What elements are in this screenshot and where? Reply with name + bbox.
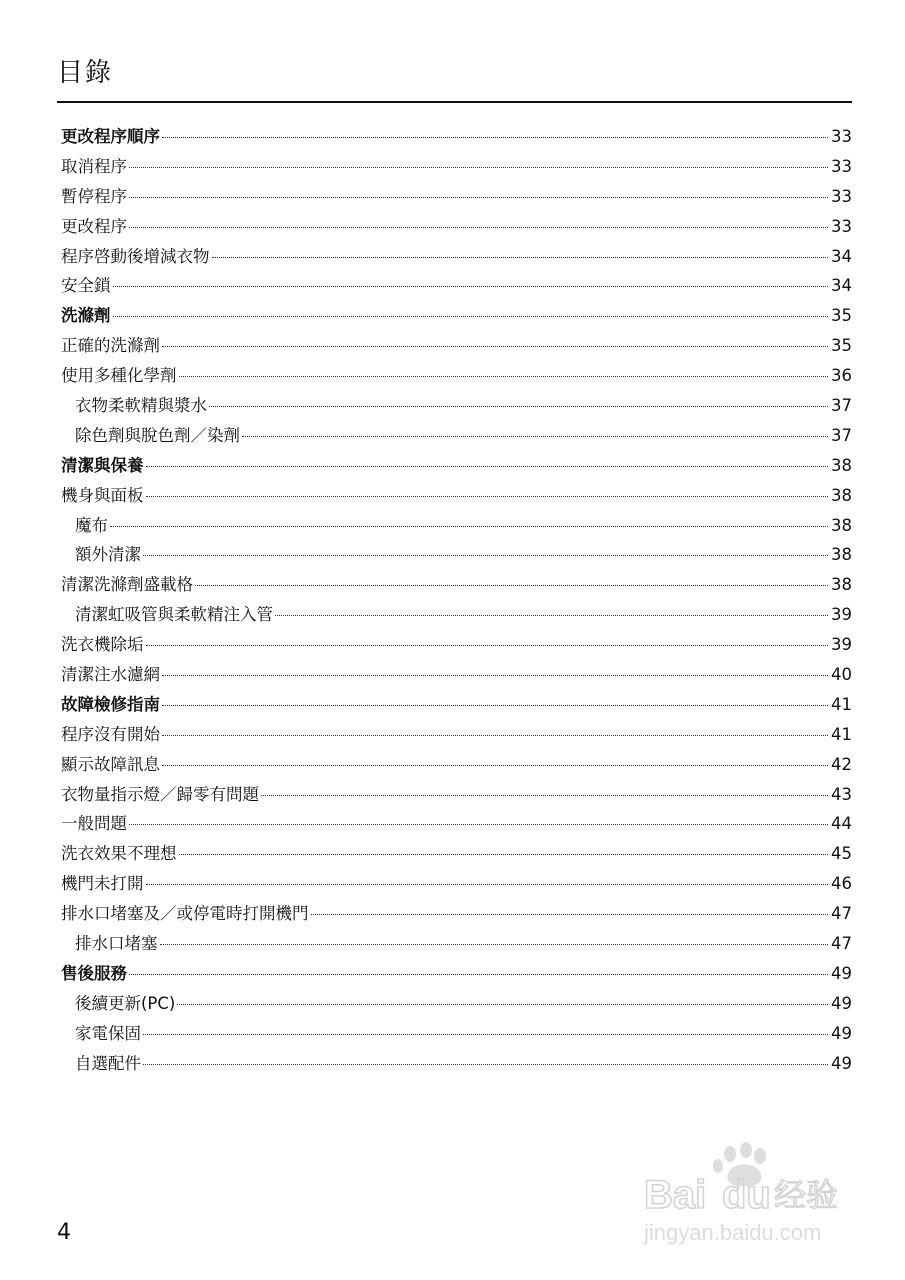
toc-entry (57, 899, 852, 929)
toc-entry-page: 38 (831, 485, 852, 505)
toc-entry (57, 839, 852, 869)
toc-entry (57, 600, 852, 630)
toc-entry (57, 660, 852, 690)
toc-entry-page: 47 (831, 904, 852, 924)
toc-entry-page: 34 (831, 276, 852, 296)
dot-leader (162, 675, 828, 676)
toc-entry-label: 一般問題 (61, 814, 127, 834)
dot-leader (242, 436, 828, 437)
dot-leader (162, 705, 828, 706)
toc-entry (57, 720, 852, 750)
toc-entry-label: 洗衣效果不理想 (61, 844, 177, 864)
toc-entry (57, 242, 852, 272)
toc-entry-page: 39 (831, 635, 852, 655)
page-number: 4 (57, 1220, 71, 1245)
dot-leader (160, 944, 829, 945)
toc-entry-label: 衣物量指示燈／歸零有問題 (61, 784, 259, 804)
toc-entry-label: 清潔洗滌劑盛載格 (61, 575, 193, 595)
toc-entry-page: 41 (831, 694, 852, 714)
toc-entry-page: 42 (831, 754, 852, 774)
toc-entry (57, 1019, 852, 1049)
toc-entry-page: 36 (831, 366, 852, 386)
toc-entry-label: 排水口堵塞 (75, 934, 158, 954)
toc-entry (57, 451, 852, 481)
dot-leader (146, 645, 829, 646)
svg-text:经验: 经验 (774, 1176, 839, 1214)
dot-leader (146, 466, 829, 467)
toc-entry (57, 570, 852, 600)
toc-entry (57, 361, 852, 391)
toc-entry-label: 機身與面板 (61, 485, 144, 505)
toc-entry-page: 38 (831, 545, 852, 565)
toc-entry-page: 44 (831, 814, 852, 834)
toc-entry-page: 40 (831, 665, 852, 685)
toc-entry-page: 46 (831, 874, 852, 894)
toc-entry-page: 49 (831, 1053, 852, 1073)
toc-entry-label: 暫停程序 (61, 186, 127, 206)
dot-leader (146, 496, 829, 497)
toc-entry-label: 洗滌劑 (61, 306, 111, 326)
dot-leader (179, 854, 829, 855)
toc-entry (57, 182, 852, 212)
dot-leader (113, 286, 829, 287)
toc-entry-label: 正確的洗滌劑 (61, 336, 160, 356)
toc-entry (57, 750, 852, 780)
title-divider (57, 101, 852, 103)
dot-leader (261, 795, 828, 796)
toc-entry-page: 43 (831, 784, 852, 804)
toc-entry (57, 690, 852, 720)
toc-entry-page: 33 (831, 127, 852, 146)
toc-entry-page: 41 (831, 724, 852, 744)
toc-entry (57, 780, 852, 810)
dot-leader (113, 316, 829, 317)
dot-leader (129, 197, 828, 198)
toc-entry-label: 清潔與保養 (61, 455, 144, 475)
dot-leader (209, 406, 828, 407)
toc-entry (57, 152, 852, 182)
toc-entry-label: 更改程序 (61, 216, 127, 236)
dot-leader (212, 257, 829, 258)
toc-entry-page: 49 (831, 1023, 852, 1043)
toc-entry (57, 869, 852, 899)
toc-entry (57, 421, 852, 451)
baidu-jingyan-watermark (638, 1140, 858, 1250)
toc-entry-page: 37 (831, 396, 852, 416)
toc-entry-label: 清潔虹吸管與柔軟精注入管 (75, 605, 273, 625)
toc-entry (57, 331, 852, 361)
toc-entry-label: 更改程序順序 (61, 127, 160, 146)
dot-leader (177, 1004, 828, 1005)
toc-entry (57, 630, 852, 660)
dot-leader (162, 735, 828, 736)
toc-entry (57, 809, 852, 839)
toc-entry-label: 額外清潔 (75, 545, 141, 565)
dot-leader (143, 555, 828, 556)
toc-entry-page: 49 (831, 963, 852, 983)
toc-entry (57, 959, 852, 989)
toc-entry-label: 機門未打開 (61, 874, 144, 894)
dot-leader (311, 914, 829, 915)
toc-entry-label: 除色劑與脫色劑／染劑 (75, 425, 240, 445)
svg-text:Bai: Bai (644, 1173, 707, 1217)
dot-leader (143, 1064, 828, 1065)
table-of-contents (57, 122, 852, 1079)
toc-entry (57, 540, 852, 570)
toc-entry-label: 排水口堵塞及／或停電時打開機門 (61, 904, 309, 924)
toc-entry-page: 39 (831, 605, 852, 625)
toc-entry-label: 洗衣機除垢 (61, 635, 144, 655)
dot-leader (195, 585, 828, 586)
toc-entry-label: 使用多種化學劑 (61, 366, 177, 386)
dot-leader (129, 227, 828, 228)
dot-leader (146, 884, 829, 885)
toc-entry-label: 故障檢修指南 (61, 694, 160, 714)
toc-entry (57, 271, 852, 301)
toc-entry-label: 取消程序 (61, 156, 127, 176)
toc-entry-page: 33 (831, 156, 852, 176)
toc-entry-page: 38 (831, 515, 852, 535)
toc-entry (57, 301, 852, 331)
toc-entry-page: 47 (831, 934, 852, 954)
toc-entry (57, 481, 852, 511)
toc-entry (57, 1049, 852, 1079)
toc-entry-label: 售後服務 (61, 963, 127, 983)
toc-entry-page: 33 (831, 186, 852, 206)
dot-leader (110, 526, 828, 527)
dot-leader (129, 974, 828, 975)
toc-entry-page: 35 (831, 336, 852, 356)
toc-entry-page: 37 (831, 425, 852, 445)
toc-entry-label: 程序沒有開始 (61, 724, 160, 744)
toc-entry-label: 衣物柔軟精與漿水 (75, 396, 207, 416)
toc-entry (57, 511, 852, 541)
dot-leader (162, 765, 828, 766)
toc-entry (57, 989, 852, 1019)
dot-leader (129, 167, 828, 168)
dot-leader (162, 346, 828, 347)
toc-entry-label: 顯示故障訊息 (61, 754, 160, 774)
toc-entry-page: 45 (831, 844, 852, 864)
toc-entry-page: 33 (831, 216, 852, 236)
svg-text:du: du (722, 1173, 771, 1217)
watermark-url: jingyan.baidu.com (644, 1220, 822, 1245)
toc-entry-label: 程序啓動後增減衣物 (61, 246, 210, 266)
page-title: 目錄 (57, 58, 114, 88)
dot-leader (179, 376, 829, 377)
toc-entry-page: 38 (831, 575, 852, 595)
dot-leader (143, 1034, 828, 1035)
toc-entry-label: 家電保固 (75, 1023, 141, 1043)
dot-leader (129, 824, 828, 825)
toc-entry-label: 安全鎖 (61, 276, 111, 296)
toc-entry (57, 122, 852, 152)
toc-entry-label: 魔布 (75, 515, 108, 535)
toc-entry-label: 清潔注水濾網 (61, 665, 160, 685)
toc-entry-label: 自選配件 (75, 1053, 141, 1073)
toc-entry-page: 49 (831, 993, 852, 1013)
dot-leader (275, 615, 828, 616)
toc-entry (57, 391, 852, 421)
toc-entry-page: 34 (831, 246, 852, 266)
toc-entry-page: 35 (831, 306, 852, 326)
toc-entry (57, 212, 852, 242)
toc-entry (57, 929, 852, 959)
toc-entry-page: 38 (831, 455, 852, 475)
dot-leader (162, 137, 828, 138)
toc-entry-label: 後續更新(PC) (75, 993, 176, 1013)
